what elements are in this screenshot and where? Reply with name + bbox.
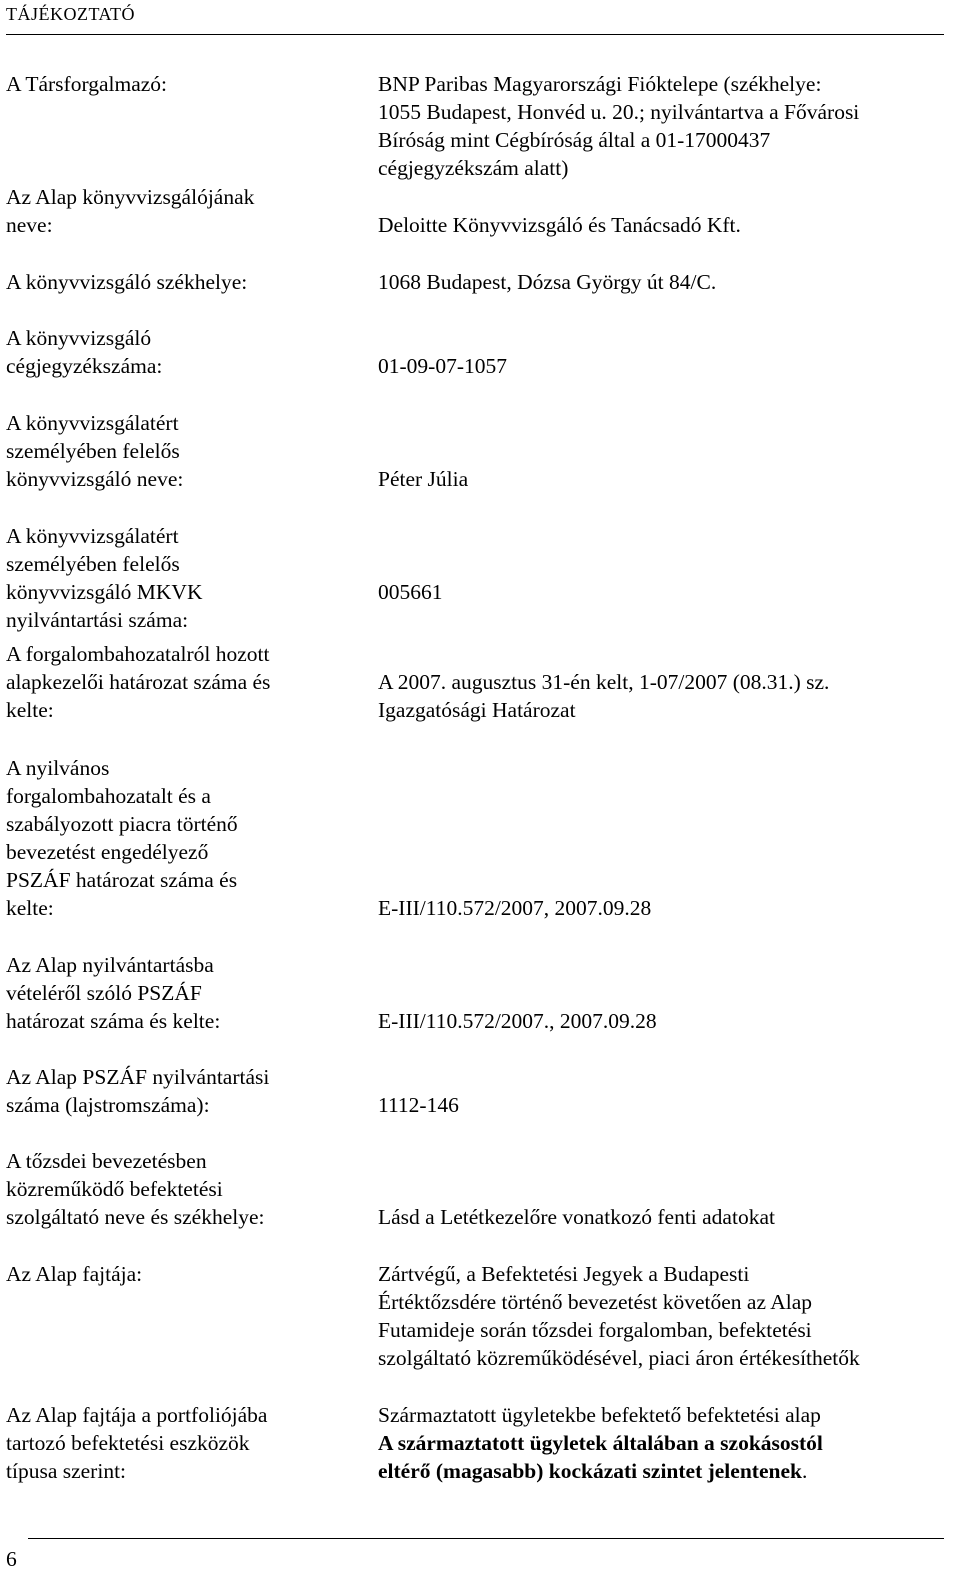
- value-line: Deloitte Könyvvizsgáló és Tanácsadó Kft.: [378, 213, 741, 237]
- label-line: A nyilvános: [6, 756, 110, 780]
- label-line: bevezetést engedélyező: [6, 840, 209, 864]
- document-header: TÁJÉKOZTATÓ: [6, 4, 136, 24]
- label-line: forgalombahozatalt és a: [6, 784, 211, 808]
- value-text-tail: .: [801, 1459, 808, 1483]
- label-line: személyében felelős: [6, 439, 180, 463]
- label-forgalombahozatal-hatarozat: [6, 640, 346, 724]
- value-line: 1112-146: [378, 1093, 459, 1117]
- value-line-bold: A származtatott ügyletek általában a szokásostól: [378, 1431, 823, 1455]
- value-cegjegyzekszam: [378, 352, 944, 380]
- label-line: vételéről szóló PSZÁF: [6, 981, 202, 1005]
- label-line: tartozó befektetési eszközök: [6, 1431, 250, 1455]
- value-pszaf-engedely: [378, 894, 944, 922]
- value-line: 1068 Budapest, Dózsa György út 84/C.: [378, 270, 717, 294]
- value-line: szolgáltató közreműködésével, piaci áron értékesíthetők: [378, 1346, 860, 1370]
- label-line: szabályozott piacra történő: [6, 812, 238, 836]
- label-line: nyilvántartási száma:: [6, 608, 189, 632]
- label-line: Az Alap nyilvántartásba: [6, 953, 214, 977]
- value-tozsdei-bevezetes: [378, 1203, 944, 1231]
- value-line: cégjegyzékszám alatt): [378, 156, 569, 180]
- value-line: 01-09-07-1057: [378, 354, 507, 378]
- label-portfolio-tipus: [6, 1401, 346, 1485]
- page-number: 6: [6, 1547, 17, 1571]
- label-line: cégjegyzékszáma:: [6, 354, 163, 378]
- header-rule: [6, 34, 944, 35]
- label-line: A könyvvizsgáló: [6, 326, 152, 350]
- label-nyilvantartasba-vetel: [6, 951, 346, 1035]
- value-alap-fajtaja: [378, 1260, 944, 1372]
- value-line: Lásd a Letétkezelőre vonatkozó fenti adatokat: [378, 1205, 775, 1229]
- label-line: személyében felelős: [6, 552, 180, 576]
- value-line: BNP Paribas Magyarországi Fióktelepe (székhelye:: [378, 72, 822, 96]
- value-line: 005661: [378, 580, 443, 604]
- label-line: könyvvizsgáló neve:: [6, 467, 184, 491]
- label-line: Az Alap fajtája:: [6, 1262, 143, 1286]
- value-line: Igazgatósági Határozat: [378, 698, 576, 722]
- label-line: száma (lajstromszáma):: [6, 1093, 210, 1117]
- label-tarsforgalmazo: [6, 70, 346, 98]
- label-tozsdei-bevezetes: [6, 1147, 346, 1231]
- label-line: A könyvvizsgálatért: [6, 524, 179, 548]
- label-line: A Társforgalmazó:: [6, 72, 168, 96]
- value-text-bold: eltérő (magasabb) kockázati szintet jelentenek: [378, 1459, 802, 1483]
- value-felelos-konyvvizsgalo-neve: [378, 465, 944, 493]
- label-konyvvizsgalo-neve: [6, 183, 346, 239]
- label-felelos-konyvvizsgalo-neve: [6, 409, 346, 493]
- label-line: alapkezelői határozat száma és: [6, 670, 271, 694]
- value-konyvvizsgalo-neve: [378, 211, 944, 239]
- label-pszaf-engedely: [6, 754, 346, 922]
- label-line: A tőzsdei bevezetésben: [6, 1149, 207, 1173]
- value-line: Értéktőzsdére történő bevezetést követően az Alap: [378, 1290, 812, 1314]
- value-line: Zártvégű, a Befektetési Jegyek a Budapesti: [378, 1262, 750, 1286]
- value-line: 1055 Budapest, Honvéd u. 20.; nyilvántartva a Fővárosi: [378, 100, 860, 124]
- label-line: típusa szerint:: [6, 1459, 127, 1483]
- value-line: A 2007. augusztus 31-én kelt, 1-07/2007 (08.31.) sz.: [378, 670, 830, 694]
- label-line: A forgalombahozatalról hozott: [6, 642, 270, 666]
- value-line: Péter Júlia: [378, 467, 469, 491]
- value-tarsforgalmazo: [378, 70, 944, 182]
- label-line: PSZÁF határozat száma és: [6, 868, 238, 892]
- value-portfolio-tipus: [378, 1401, 944, 1485]
- label-line: A könyvvizsgálatért: [6, 411, 179, 435]
- value-nyilvantartasba-vetel: [378, 1007, 944, 1035]
- label-line: kelte:: [6, 698, 54, 722]
- value-forgalombahozatal-hatarozat: [378, 668, 944, 724]
- label-mkvk-szam: [6, 522, 346, 634]
- label-konyvvizsgalo-szekhelye: [6, 268, 346, 296]
- label-line: Az Alap fajtája a portfoliójába: [6, 1403, 268, 1427]
- value-konyvvizsgalo-szekhelye: [378, 268, 944, 296]
- label-line: közreműködő befektetési: [6, 1177, 223, 1201]
- label-line: szolgáltató neve és székhelye:: [6, 1205, 265, 1229]
- value-line: E-III/110.572/2007., 2007.09.28: [378, 1009, 657, 1033]
- label-line: Az Alap könyvvizsgálójának: [6, 185, 255, 209]
- label-line: könyvvizsgáló MKVK: [6, 580, 203, 604]
- value-line: E-III/110.572/2007, 2007.09.28: [378, 896, 652, 920]
- label-line: A könyvvizsgáló székhelye:: [6, 270, 248, 294]
- value-line: Bíróság mint Cégbíróság által a 01-17000437: [378, 128, 771, 152]
- value-mkvk-szam: [378, 578, 944, 606]
- footer-rule: [28, 1538, 944, 1539]
- label-line: neve:: [6, 213, 53, 237]
- label-line: határozat száma és kelte:: [6, 1009, 221, 1033]
- label-alap-fajtaja: [6, 1260, 346, 1288]
- label-cegjegyzekszam: [6, 324, 346, 380]
- label-line: Az Alap PSZÁF nyilvántartási: [6, 1065, 270, 1089]
- value-lajstromszam: [378, 1091, 944, 1119]
- value-line: Futamideje során tőzsdei forgalomban, befektetési: [378, 1318, 812, 1342]
- value-line: Származtatott ügyletekbe befektető befektetési alap: [378, 1403, 821, 1427]
- label-lajstromszam: [6, 1063, 346, 1119]
- value-line-bold-wrap: [378, 1457, 944, 1485]
- label-line: kelte:: [6, 896, 54, 920]
